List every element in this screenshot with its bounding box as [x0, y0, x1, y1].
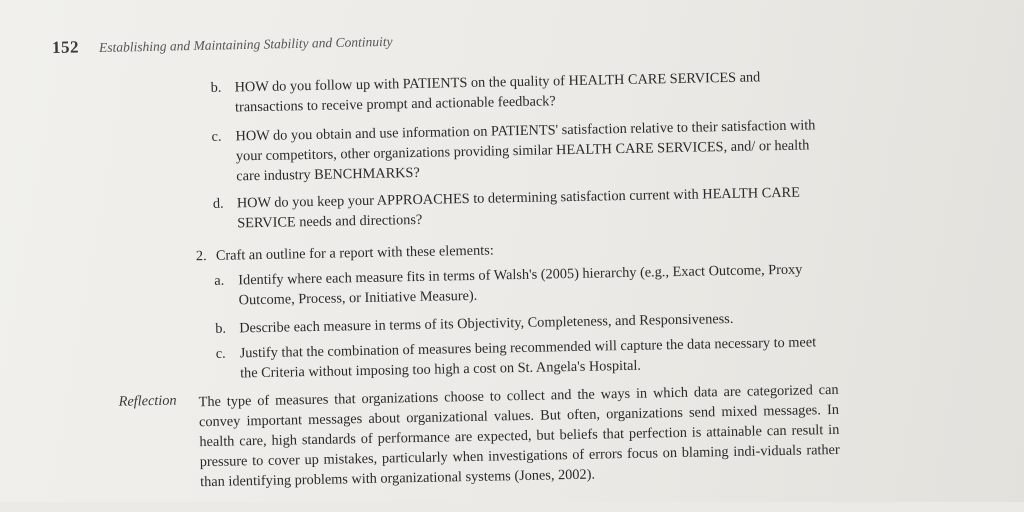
list-marker: a.	[214, 272, 225, 289]
list-item-a	[214, 259, 835, 311]
running-title: Establishing and Maintaining Stability and Continuity	[98, 33, 393, 56]
list-item-b	[210, 66, 831, 118]
reflection-label: Reflection	[118, 392, 177, 410]
list-item-d	[213, 182, 834, 234]
list-item-text: Justify that the combination of measures being recommended will capture the data necessary to meet the Criteria without imposing too high a cost on St. Angela's Hospital.	[239, 334, 817, 382]
list-item-text: HOW do you obtain and use information on PATIENTS' satisfaction relative to their satisfaction with your competitors, other organizations providing similar HEALTH CARE SERVICES, and/ or health care industry BENCHMARKS?	[235, 117, 816, 185]
page-number: 152	[51, 37, 80, 57]
list-item-text: HOW do you keep your APPROACHES to determining satisfaction current with HEALTH CARE SERVICE needs and directions?	[236, 184, 801, 232]
list-marker: c.	[211, 128, 222, 145]
list-marker: c.	[215, 345, 226, 362]
list-item-text: Identify where each measure fits in terms of Walsh's (2005) hierarchy (e.g., Exact Outcome, Proxy Outcome, Process, or Initiative Measure).	[238, 261, 803, 309]
list-marker: b.	[215, 320, 227, 337]
list-marker: b.	[210, 79, 222, 96]
list-item-text: Describe each measure in terms of its Objectivity, Completeness, and Responsiveness.	[239, 310, 734, 337]
list-item-text: Craft an outline for a report with these elements:	[215, 242, 494, 264]
list-item-text: HOW do you follow up with PATIENTS on the quality of HEALTH CARE SERVICES and transactions to receive prompt and actionable feedback?	[234, 69, 761, 116]
list-item-c2	[216, 332, 837, 384]
list-item-c	[211, 115, 832, 187]
list-marker: 2.	[195, 248, 207, 265]
reflection-paragraph: The type of measures that organizations choose to collect and the ways in which data are categorized can convey important messages about organizational values. But often, organizations send mixed messages. In health care, high standards of performance are expected, but beliefs that perfection is attainable can result in pressure to cover up mistakes, particularly when investigations of errors focus on blaming indi-viduals rather than identifying problems with organizational systems (Jones, 2002).	[198, 381, 840, 491]
list-marker: d.	[212, 195, 224, 212]
